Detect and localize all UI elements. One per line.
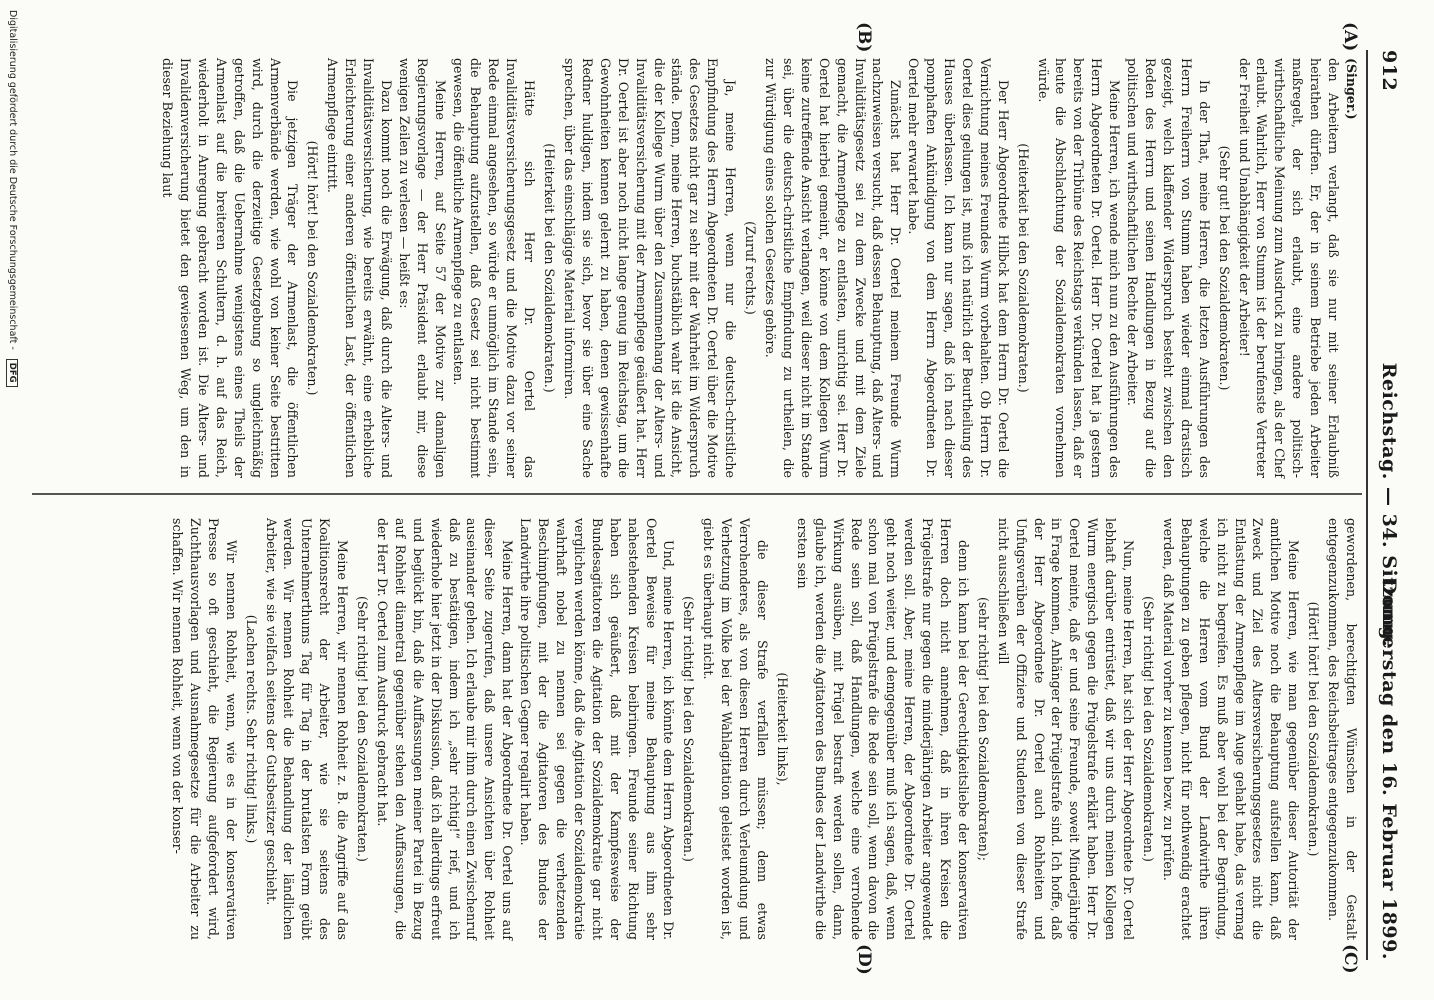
paragraph: In der That, meine Herren, die letzten Ausführungen des Herrn Freiherrn von Stumm haben wieder einmal drastisch gezeigt, welch klaffender Widerspruch besteht zwischen den Reden des Herrn und seinen Handlungen in Bezug auf die politischen und wirthschaftlichen Rechte der Arbeiter. (1125, 58, 1212, 478)
interjection: (Sehr richtig! bei den Sozialdemokraten.) (1141, 596, 1157, 862)
paragraph: Meine Herren, wir nennen Rohheit z. B. die Angriffe auf das Koalitionsrecht der Arbeiter, wie sie seitens des Unternehmerthums Tag für Tag in der brutalsten Form geübt werden. Wir nennen Rohheit die Behandlung der ländlichen Arbeiter, wie sie vielfach seitens der Gutsbesitzer geschieht. (263, 518, 351, 940)
paragraph: Hätte sich Herr Dr. Oertel das Invaliditätsversicherungsgesetz und die Motive dazu vor seiner Rede einmal angesehen, so würde er unmöglich im Stande sein, die Behauptung aufzustellen, daß Gesetz sei nicht bestimmt gewesen, die öffentliche Armenpflege zu entlasten. (450, 58, 538, 478)
paragraph: Meine Herren, dann hat der Abgeordnete Dr. Oertel uns auf dieser Seite zugerufen, daß unsere Ansichten über Rohheit auseinander gehen. Ich erlaube mir ihm durch einen Zwischenruf daß zu bestätigen, indem ich „sehr richtig!“ rief, und ich wiederhole hier jetzt in der Diskussion, daß ich allerdings erfreut und beglückt bin, daß die Auffassungen meiner Partei in Bezug auf Rohheit diametral gegenüber stehen den Auffassungen, die der Herr Dr. Oertel zum Ausdruck gebracht hat. (374, 518, 516, 940)
interjection: (Sehr gut! bei den Sozialdemokraten.) (1216, 145, 1232, 391)
paragraph: Der Herr Abgeordnete Hilbck hat dem Herrn Dr. Oertel die Vernichtung meines Freundes Wurm vorbehalten. Ob Herrn Dr. Oertel dies gelungen ist, muß ich natürlich der Beurtheilung des Hauses überlassen. Ich kann nur sagen, daß ich nach dieser pomphaften Ankündigung von dem Herrn Abgeordneten Dr. Oertel mehr erwartet habe. (906, 58, 1011, 478)
margin-marker-d: (D) (854, 944, 874, 975)
interjection: (Lachen rechts. Sehr richtig! links.) (243, 614, 259, 844)
dfg-logo: DFG (6, 359, 18, 387)
page-number: 912 (1378, 50, 1400, 92)
interjection: (Hört! hört! bei den Sozialdemokraten.) (1306, 601, 1322, 857)
paragraph: Wir nennen Rohheit, wenn, wie es in der konservativen Presse so oft geschieht, die Regierung aufgefordert wird, Zuchthausvorlagen und Ausnahmegesetze für die Arbeiter zu schaffen. Wir nennen Rohheit, wenn von der konser- (170, 518, 239, 940)
paragraph: Meine Herren, wie man gegenüber dieser Autorität der amtlichen Motive noch die Behauptung aufstellen kann, daß Zweck und Ziel des Altersversicherungsgesetzes nicht die Entlastung der Armenpflege im Auge gehabt habe, das vermag ich nicht zu begreifen. Es muß aber wohl bei der Begründung, welche die Herren vom Bund der Landwirthe ihren Behauptungen zu geben pflegen, nicht für nothwendig erachtet werden, daß Material vorher zu kennen bezw. zu prüfen. (1160, 518, 1302, 940)
interjection: (Sehr richtig! bei den Sozialdemokraten.) (681, 596, 697, 862)
interjection: (Hört! hört! bei den Sozialdemokraten.) (305, 140, 321, 396)
header-rule (1366, 50, 1368, 960)
paragraph: Die jetzigen Träger der Armenlast, die öffentlichen Armenverbände werden, wie wohl von keiner Seite bestritten wird, durch die derzeitige Gesetzgebung so ungleichmäßig getroffen, daß die Uebernahme wenigstens eines Theils der Armenlast auf die breiteren Schultern, d. h. auf das Reich, wiederholt in Anregung gebracht worden ist. Die Alters- und Invalidenversicherung bietet den gewiesenen Weg, um den in dieser Beziehung laut (160, 58, 301, 478)
margin-marker-a: (A) (1340, 22, 1360, 52)
margin-marker-c: (C) (1340, 944, 1360, 974)
paragraph: Dazu kommt noch die Erwägung, daß durch die Alters- und Invaliditätsversicherung, wie bereits erwähnt, eine erhebliche Erleichterung einer anderen öffentlichen Last, der öffentlichen Armenpflege eintritt. (325, 58, 394, 478)
paragraph: gewordenen, berechtigten Wünschen in der Gestalt entgegenzukommen, des Reichsbeitrages entgegenzukommen. (1326, 518, 1359, 940)
paragraph: die dieser Strafe verfallen müssen; denn etwas Verrohenderes, als von diesen Herren durch Verleumdung und Verhetzung im Volke bei der Wahlagitation geleistet worden ist, giebt es überhaupt nicht. (701, 518, 770, 940)
interjection: (Heiterkeit bei den Sozialdemokraten.) (542, 143, 558, 393)
digitization-credit (2, 0, 18, 1000)
interjection: (sehr richtig! bei den Sozialdemokraten); (975, 597, 991, 861)
paragraph: Nun, meine Herren, hat sich der Herr Abgeordnete Dr. Oertel lebhaft darüber entrüstet, daß wir uns durch meinen Kollegen Wurm energisch gegen die Prügelstrafe erklärt haben. Herr Dr. Oertel meinte, daß er und seine Freunde, soweit Minderjährige in Frage kommen, Anhänger der Prügelstrafe sind. Ich hoffe, daß der Herr Abgeordnete Dr. Oertel auch Rohheiten und Unfugsverüben der Offiziere und Studenten von dieser Strafe nicht ausschließen will (995, 518, 1137, 940)
paragraph: Ja, meine Herren, wenn nur die deutsch-christliche Empfindung des Herrn Abgeordneten Dr. Oertel über die Motive des Gesetzes nicht gar zu sehr mit der Wahrheit im Widerspruch stände. Denn, meine Herren, buchstäblich wahr ist die Ansicht, die der Kollege Wurm über den Zusammenhang der Alters- und Invaliditätsversicherung mit der Armenpflege geäußert hat. Herr Dr. Oertel ist aber noch nicht lange genug im Reichstag, um die Gewohnheiten kennen gelernt zu haben, denen gewissenhafte Redner huldigen, indem sie sich, bevor sie über eine Sache sprechen, über das einschlägige Material informiren. (562, 58, 739, 478)
session-date: Donnerstag den 16. Februar 1899. (1378, 577, 1400, 960)
interjection: (Sehr richtig! bei den Sozialdemokraten.) (355, 596, 371, 862)
credit-text: Digitalisierung gefördert durch die Deutsche Forschungsgemeinschaft - (7, 10, 18, 350)
margin-marker-b: (B) (854, 22, 874, 53)
paragraph: Meine Herren, auf Seite 57 der Motive zur damaligen Regierungsvorlage — der Herr Präsident erlaubt mir, diese wenigen Zeilen zu verlesen — heißt es: (396, 58, 448, 478)
paragraph: Meine Herren, ich wende mich nun zu den Ausführungen des Herrn Abgeordneten Dr. Oertel. Herr Dr. Oertel hat ja gestern bereits von der Tribüne des Reichstags verkünden lassen, daß er heute die Abschlachtung der Sozialdemokraten vornehmen würde. (1035, 58, 1123, 478)
speaker-name: (Singer.) (1344, 58, 1359, 120)
left-text-column (158, 58, 1360, 478)
interjection: (Zuruf rechts.) (743, 221, 759, 315)
interjection: (Heiterkeit links), (774, 672, 790, 786)
paragraph: Und, meine Herren, ich könnte dem Herrn Abgeordneten Dr. Oertel Beweise für meine Behauptung aus ihm sehr nahestehenden Kreisen beibringen. Freunde seiner Richtung haben sich geäußert, daß mit der Kampfesweise der Bundesagitatoren die Agitation der Sozialdemokratie gar nicht verglichen werden könne, daß die Agitation der Sozialdemokratie wahrhaft nobel zu nennen sei gegen die verhetzenden Beschimpfungen, mit der die Agitatoren des Bundes der Landwirthe ihre politischen Gegner regalirt haben. (518, 518, 677, 940)
paragraph: den Arbeitern verlangt, daß sie nur mit seiner Erlaubniß heirathen dürfen. Er, der in seinem Betriebe jeden Arbeiter maßregelt, der sich erlaubt, eine andere politisch-wirthschaftliche Meinung zum Ausdruck zu bringen, als der Chef erlaubt. Wahrlich, Herr von Stumm ist der berufenste Vertreter der Freiheit und Unabhängigkeit der Arbeiter! (1236, 58, 1342, 478)
right-text-column (168, 518, 1360, 940)
page-header (1370, 50, 1400, 960)
interjection: (Heiterkeit bei den Sozialdemokraten.) (1015, 143, 1031, 393)
column-divider (32, 493, 1362, 495)
paragraph: denn ich kann bei der Gerechtigkeitsliebe der konservativen Herren doch nicht annehmen, daß in ihren Kreisen die Prügelstrafe nur gegen die minderjährigen Arbeiter angewendet werden soll. Aber, meine Herren, der Abgeordnete Dr. Oertel geht noch weiter, und demgegenüber muß ich sagen, daß, wenn schon mal von Prügelstrafe die Rede sein soll, wenn davon die Rede sein soll, daß Handlungen, welche eine verrohende Wirkung ausüben, mit Prügel bestraft werden sollen, dann, glaube ich, werden die Agitatoren des Bundes der Landwirthe die ersten sein (794, 518, 971, 940)
paragraph: Zunächst hat Herr Dr. Oertel meinem Freunde Wurm nachzuweisen versucht, daß dessen Behauptung, daß Alters- und Invaliditätsgesetz sei zu dem Zwecke und mit dem Ziele gemacht, die Armenpflege zu entlasten, unrichtig sei. Herr Dr. Oertel hat hierbei gemeint, er könne von dem Kollegen Wurm keine zutreffende Ansicht verlangen, weil dieser nicht im Stande sei, über die deutsch-christliche Empfindung zu urtheilen, die zur Würdigung eines solchen Gesetzes gehöre. (763, 58, 904, 478)
page-title: Reichstag. — 34. Sitzung. (1378, 362, 1400, 648)
